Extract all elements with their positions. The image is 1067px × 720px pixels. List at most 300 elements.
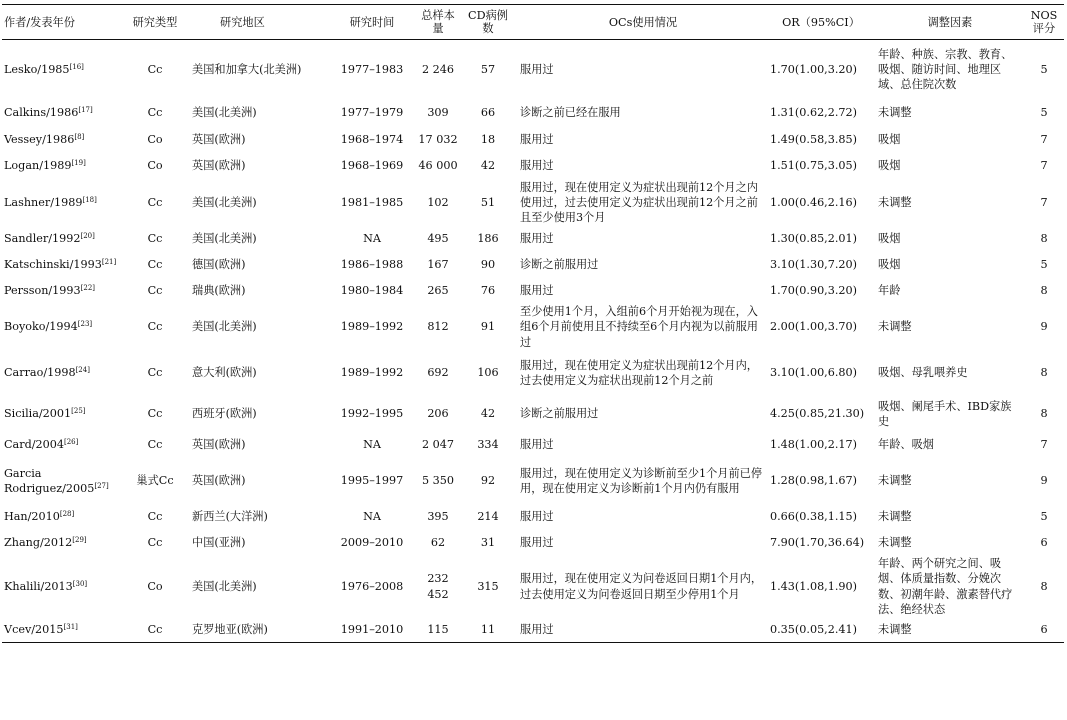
cell-oc-use-text: 诊断之前服用过	[520, 258, 599, 272]
cell-study-type-text: Cc	[147, 320, 163, 334]
cell-region-text: 英国(欧洲)	[192, 438, 246, 452]
cell-cd-cases-text: 66	[480, 106, 496, 120]
cell-author-text: Logan/1989	[4, 159, 72, 173]
cell-nos-score-text: 5	[1040, 258, 1048, 272]
cell-region-text: 瑞典(欧洲)	[192, 284, 246, 298]
cell-nos-score	[1024, 556, 1064, 618]
cell-oc-use-text: 服用过	[520, 159, 554, 173]
cell-cd-cases	[462, 350, 514, 396]
cell-period	[330, 40, 414, 100]
cell-study-type	[120, 556, 190, 618]
cell-nos-score-text: 8	[1040, 232, 1048, 246]
cell-region	[190, 226, 330, 252]
cell-or-ci-text: 4.25(0.85,21.30)	[770, 407, 865, 421]
cell-period-text: 1968–1969	[340, 159, 404, 173]
header-cd-cases: CD病例数	[462, 5, 514, 40]
reference-number: [16]	[69, 63, 84, 72]
reference-number: [26]	[63, 438, 79, 447]
cell-region	[190, 618, 330, 643]
cell-period-text: 1986–1988	[340, 258, 404, 272]
cell-study-type-text: Cc	[147, 366, 163, 380]
table-row	[2, 458, 1064, 504]
cell-study-type-text: Cc	[147, 63, 163, 77]
table-row	[2, 153, 1064, 180]
cell-study-type	[120, 40, 190, 100]
cell-region	[190, 153, 330, 180]
cell-study-type	[120, 432, 190, 458]
cell-period	[330, 278, 414, 304]
cell-cd-cases-text: 106	[477, 366, 499, 380]
cell-cd-cases	[462, 252, 514, 278]
cell-adjustment-text: 吸烟	[878, 132, 901, 146]
header-author: 作者/发表年份	[2, 5, 120, 40]
cell-period	[330, 153, 414, 180]
cell-period-text: 1977–1979	[340, 106, 404, 120]
cell-period	[330, 432, 414, 458]
cell-nos-score	[1024, 100, 1064, 127]
cell-author	[2, 252, 120, 278]
table-header	[2, 5, 1064, 40]
cell-sample-size	[414, 432, 462, 458]
cell-region-text: 美国(北美洲)	[192, 580, 257, 594]
cell-study-type	[120, 618, 190, 643]
cell-period-text: 1976–2008	[340, 580, 404, 594]
cell-sample-size	[414, 278, 462, 304]
cell-or-ci	[768, 556, 874, 618]
cell-nos-score	[1024, 304, 1064, 350]
cell-author	[2, 556, 120, 618]
header-or-ci: OR（95%CI）	[768, 5, 874, 40]
table-row	[2, 432, 1064, 458]
cell-cd-cases	[462, 100, 514, 127]
cell-or-ci-text: 0.35(0.05,2.41)	[770, 623, 858, 637]
cell-period	[330, 396, 414, 432]
cell-region-text: 美国(北美洲)	[192, 232, 257, 246]
cell-or-ci-text: 1.49(0.58,3.85)	[770, 132, 858, 146]
cell-nos-score-text: 7	[1040, 438, 1048, 452]
cell-study-type	[120, 396, 190, 432]
cell-sample-size	[414, 396, 462, 432]
cell-cd-cases	[462, 278, 514, 304]
reference-number: [27]	[94, 481, 109, 490]
cell-cd-cases	[462, 396, 514, 432]
cell-cd-cases-text: 11	[480, 623, 496, 637]
cell-region-text: 新西兰(大洋洲)	[192, 510, 268, 524]
cell-author	[2, 180, 120, 226]
cell-region-text: 德国(欧洲)	[192, 258, 246, 272]
reference-number: [23]	[77, 320, 93, 329]
cell-study-type-text: Cc	[147, 536, 163, 550]
cell-sample-size-text: 2 246	[421, 63, 455, 77]
cell-or-ci	[768, 396, 874, 432]
cell-adjustment	[874, 396, 1024, 432]
cell-study-type	[120, 153, 190, 180]
cell-author	[2, 504, 120, 530]
cell-oc-use-text: 服用过	[520, 536, 554, 550]
cell-sample-size-text: 62	[430, 536, 446, 550]
cell-adjustment	[874, 127, 1024, 153]
cell-cd-cases	[462, 530, 514, 556]
table-row	[2, 530, 1064, 556]
cell-study-type	[120, 530, 190, 556]
reference-number: [8]	[74, 132, 85, 141]
cell-cd-cases	[462, 226, 514, 252]
cell-sample-size	[414, 350, 462, 396]
cell-nos-score	[1024, 530, 1064, 556]
cell-oc-use-text: 至少使用1个月，入组前6个月开始视为现在，入组6个月前使用且不持续至6个月内视为以前服用过	[520, 304, 758, 349]
cell-author-text: Vcev/2015	[4, 623, 64, 637]
cell-region-text: 美国和加拿大(北美洲)	[192, 63, 302, 77]
cell-or-ci-text: 1.31(0.62,2.72)	[770, 106, 858, 120]
cell-region	[190, 504, 330, 530]
cell-nos-score	[1024, 618, 1064, 643]
cell-author-text: Han/2010	[4, 510, 60, 524]
reference-number: [21]	[101, 258, 117, 267]
cell-nos-score-text: 7	[1040, 132, 1048, 146]
cell-cd-cases-text: 31	[480, 536, 496, 550]
cell-oc-use	[514, 504, 768, 530]
cell-region	[190, 127, 330, 153]
cell-period	[330, 458, 414, 504]
cell-adjustment	[874, 180, 1024, 226]
reference-number: [19]	[71, 159, 86, 168]
cell-adjustment-text: 吸烟	[878, 159, 901, 173]
cell-author-text: Zhang/2012	[4, 536, 73, 550]
cell-study-type	[120, 278, 190, 304]
cell-period-text: 1977–1983	[340, 63, 404, 77]
cell-nos-score-text: 7	[1040, 159, 1048, 173]
cell-author	[2, 127, 120, 153]
cell-period-text: 1981–1985	[340, 195, 404, 209]
cell-adjustment-text: 未调整	[878, 536, 912, 550]
table-row	[2, 618, 1064, 643]
cell-nos-score	[1024, 153, 1064, 180]
reference-number: [24]	[75, 366, 90, 375]
cell-oc-use	[514, 252, 768, 278]
cell-period-text: 1995–1997	[340, 474, 404, 488]
cell-oc-use-text: 服用过	[520, 63, 554, 77]
cell-period-text: 1980–1984	[340, 284, 404, 298]
cell-region	[190, 350, 330, 396]
cell-oc-use	[514, 458, 768, 504]
cell-cd-cases-text: 18	[480, 132, 496, 146]
table-row	[2, 396, 1064, 432]
cell-adjustment-text: 未调整	[878, 623, 912, 637]
cell-or-ci	[768, 304, 874, 350]
cell-region	[190, 100, 330, 127]
cell-or-ci	[768, 153, 874, 180]
cell-oc-use	[514, 40, 768, 100]
cell-sample-size-text: 167	[427, 258, 449, 272]
table-row	[2, 252, 1064, 278]
cell-sample-size	[414, 100, 462, 127]
cell-cd-cases-text: 51	[480, 195, 496, 209]
cell-period	[330, 226, 414, 252]
cell-nos-score	[1024, 226, 1064, 252]
cell-oc-use	[514, 530, 768, 556]
cell-oc-use	[514, 153, 768, 180]
cell-region-text: 意大利(欧洲)	[192, 366, 257, 380]
cell-oc-use-text: 服用过，现在使用定义为症状出现前12个月内，过去使用定义为症状出现前12个月之前	[520, 358, 758, 387]
cell-adjustment	[874, 100, 1024, 127]
cell-sample-size-text: 5 350	[421, 474, 455, 488]
reference-number: [20]	[80, 232, 95, 241]
cell-nos-score	[1024, 396, 1064, 432]
cell-adjustment	[874, 40, 1024, 100]
cell-cd-cases-text: 214	[477, 510, 499, 524]
cell-study-type-text: Cc	[147, 510, 163, 524]
cell-region	[190, 252, 330, 278]
cell-author-text: Sicilia/2001	[4, 407, 72, 421]
cell-author-text: Card/2004	[4, 438, 64, 452]
reference-number: [31]	[63, 623, 78, 632]
cell-adjustment	[874, 530, 1024, 556]
cell-cd-cases	[462, 504, 514, 530]
cell-nos-score-text: 8	[1040, 366, 1048, 380]
cell-cd-cases	[462, 304, 514, 350]
cell-period	[330, 127, 414, 153]
cell-sample-size-text: 206	[427, 407, 449, 421]
cell-cd-cases	[462, 153, 514, 180]
cell-author-text: Boyoko/1994	[4, 320, 78, 334]
cell-study-type-text: Cc	[147, 284, 163, 298]
cell-adjustment	[874, 350, 1024, 396]
cell-oc-use	[514, 618, 768, 643]
cell-nos-score-text: 8	[1040, 284, 1048, 298]
cell-sample-size	[414, 618, 462, 643]
table-row	[2, 127, 1064, 153]
cell-oc-use-text: 诊断之前服用过	[520, 407, 599, 421]
cell-oc-use-text: 服用过，现在使用定义为症状出现前12个月之内使用过，过去使用定义为症状出现前12个月之前且至少使用3个月	[520, 180, 758, 225]
cell-period-text: 2009–2010	[340, 536, 404, 550]
cell-oc-use	[514, 556, 768, 618]
cell-author-text: Carrao/1998	[4, 366, 76, 380]
cell-study-type-text: Co	[147, 159, 163, 173]
cell-period-text: NA	[363, 232, 381, 246]
cell-author	[2, 278, 120, 304]
cell-region-text: 中国(亚洲)	[192, 536, 246, 550]
cell-sample-size-text: 17 032	[418, 132, 458, 146]
cell-or-ci	[768, 530, 874, 556]
cell-period-text: 1989–1992	[340, 366, 404, 380]
cell-author	[2, 458, 120, 504]
cell-adjustment-text: 未调整	[878, 320, 912, 334]
cell-study-type-text: Cc	[147, 195, 163, 209]
cell-or-ci	[768, 504, 874, 530]
cell-sample-size-text: 102	[427, 195, 449, 209]
cell-or-ci	[768, 432, 874, 458]
cell-region	[190, 278, 330, 304]
cell-oc-use	[514, 350, 768, 396]
cell-or-ci-text: 1.70(1.00,3.20)	[770, 63, 858, 77]
cell-nos-score-text: 6	[1040, 623, 1048, 637]
table-body	[2, 40, 1064, 643]
cell-study-type-text: Co	[147, 132, 163, 146]
cell-author	[2, 100, 120, 127]
cell-cd-cases-text: 90	[480, 258, 496, 272]
cell-adjustment-text: 年龄、两个研究之间、吸烟、体质量指数、分娩次数、初潮年龄、激素替代疗法、绝经状态	[878, 556, 1013, 617]
cell-author	[2, 40, 120, 100]
cell-or-ci-text: 1.28(0.98,1.67)	[770, 474, 858, 488]
table-row	[2, 556, 1064, 618]
table-row	[2, 40, 1064, 100]
cell-region	[190, 180, 330, 226]
cell-region	[190, 396, 330, 432]
cell-author-text: Lesko/1985	[4, 63, 70, 77]
cell-sample-size-text: 232 452	[427, 572, 449, 601]
cell-or-ci	[768, 40, 874, 100]
cell-sample-size	[414, 127, 462, 153]
cell-period	[330, 100, 414, 127]
cell-or-ci-text: 3.10(1.00,6.80)	[770, 366, 858, 380]
cell-sample-size	[414, 504, 462, 530]
cell-sample-size-text: 46 000	[418, 159, 458, 173]
cell-oc-use-text: 服用过，现在使用定义为诊断前至少1个月前已停用，现在使用定义为诊断前1个月内仍有服用	[520, 466, 763, 495]
cell-sample-size	[414, 40, 462, 100]
cell-adjustment	[874, 458, 1024, 504]
cell-adjustment-text: 吸烟、阑尾手术、IBD家族史	[878, 399, 1012, 428]
cell-period-text: 1968–1974	[340, 132, 404, 146]
cell-sample-size-text: 2 047	[421, 438, 455, 452]
cell-or-ci	[768, 278, 874, 304]
cell-sample-size-text: 812	[427, 320, 449, 334]
table-row	[2, 278, 1064, 304]
cell-author	[2, 304, 120, 350]
cell-period	[330, 530, 414, 556]
cell-study-type-text: Co	[147, 580, 163, 594]
cell-cd-cases	[462, 618, 514, 643]
cell-nos-score-text: 7	[1040, 195, 1048, 209]
cell-adjustment-text: 未调整	[878, 195, 912, 209]
cell-oc-use	[514, 432, 768, 458]
cell-oc-use-text: 服用过	[520, 232, 554, 246]
cell-study-type	[120, 100, 190, 127]
cell-cd-cases-text: 42	[480, 159, 496, 173]
cell-region-text: 英国(欧洲)	[192, 159, 246, 173]
cell-cd-cases-text: 334	[477, 438, 499, 452]
cell-adjustment-text: 吸烟	[878, 232, 901, 246]
table-row	[2, 226, 1064, 252]
reference-number: [22]	[80, 284, 96, 293]
cell-sample-size	[414, 226, 462, 252]
cell-sample-size	[414, 252, 462, 278]
cell-cd-cases-text: 186	[477, 232, 499, 246]
cell-oc-use	[514, 127, 768, 153]
cell-study-type-text: Cc	[147, 407, 163, 421]
cell-adjustment	[874, 504, 1024, 530]
cell-or-ci	[768, 252, 874, 278]
cell-period-text: NA	[363, 438, 381, 452]
cell-study-type	[120, 226, 190, 252]
table-row	[2, 350, 1064, 396]
cell-region	[190, 556, 330, 618]
cell-study-type-text: Cc	[147, 106, 163, 120]
cell-author-text: Khalili/2013	[4, 580, 73, 594]
cell-or-ci-text: 2.00(1.00,3.70)	[770, 320, 858, 334]
cell-cd-cases-text: 42	[480, 407, 496, 421]
cell-study-type	[120, 350, 190, 396]
cell-adjustment-text: 未调整	[878, 106, 912, 120]
cell-sample-size-text: 395	[427, 510, 449, 524]
cell-study-type-text: Cc	[147, 258, 163, 272]
cell-study-type	[120, 504, 190, 530]
cell-adjustment	[874, 226, 1024, 252]
cell-nos-score-text: 9	[1040, 474, 1048, 488]
cell-sample-size-text: 115	[427, 623, 449, 637]
cell-or-ci	[768, 127, 874, 153]
cell-nos-score-text: 5	[1040, 510, 1048, 524]
cell-author-text: Persson/1993	[4, 284, 81, 298]
cell-cd-cases-text: 315	[477, 580, 499, 594]
cell-cd-cases	[462, 40, 514, 100]
cell-author-text: Garcia Rodriguez/2005	[4, 466, 95, 495]
table-row	[2, 304, 1064, 350]
cell-cd-cases	[462, 556, 514, 618]
cell-cd-cases	[462, 127, 514, 153]
cell-or-ci-text: 1.70(0.90,3.20)	[770, 284, 858, 298]
cell-cd-cases	[462, 432, 514, 458]
cell-oc-use	[514, 304, 768, 350]
cell-study-type-text: Cc	[147, 438, 163, 452]
header-adjustment: 调整因素	[874, 5, 1024, 40]
reference-number: [18]	[82, 195, 97, 204]
cell-oc-use-text: 服用过	[520, 132, 554, 146]
cell-nos-score-text: 8	[1040, 407, 1048, 421]
cell-author	[2, 618, 120, 643]
cell-region-text: 西班牙(欧洲)	[192, 407, 257, 421]
cell-adjustment	[874, 432, 1024, 458]
cell-adjustment	[874, 153, 1024, 180]
cell-study-type-text: Cc	[147, 232, 163, 246]
cell-author-text: Katschinski/1993	[4, 258, 102, 272]
cell-period-text: 1992–1995	[340, 407, 404, 421]
cell-nos-score-text: 9	[1040, 320, 1048, 334]
cell-sample-size-text: 692	[427, 366, 449, 380]
cell-region	[190, 530, 330, 556]
reference-number: [17]	[78, 106, 93, 115]
cell-study-type	[120, 458, 190, 504]
cell-period	[330, 556, 414, 618]
cell-cd-cases-text: 91	[480, 320, 496, 334]
cell-region-text: 美国(北美洲)	[192, 320, 257, 334]
cell-adjustment-text: 年龄	[878, 284, 901, 298]
cell-oc-use	[514, 226, 768, 252]
cell-nos-score	[1024, 180, 1064, 226]
cell-region	[190, 432, 330, 458]
cell-oc-use-text: 服用过	[520, 510, 554, 524]
cell-region-text: 英国(欧洲)	[192, 474, 246, 488]
cell-study-type-text: 巢式Cc	[136, 474, 174, 488]
cell-oc-use	[514, 396, 768, 432]
cell-adjustment-text: 吸烟、母乳喂养史	[878, 366, 968, 380]
header-region: 研究地区	[190, 5, 330, 40]
cell-oc-use-text: 服用过，现在使用定义为问卷返回日期1个月内，过去使用定义为问卷返回日期至少停用1个月	[520, 572, 763, 601]
cell-adjustment	[874, 304, 1024, 350]
cell-adjustment-text: 年龄、吸烟	[878, 438, 934, 452]
cell-or-ci	[768, 618, 874, 643]
cell-sample-size	[414, 180, 462, 226]
cell-adjustment-text: 吸烟	[878, 258, 901, 272]
reference-number: [29]	[72, 536, 87, 545]
cell-study-type	[120, 304, 190, 350]
cell-cd-cases-text: 57	[480, 63, 496, 77]
cell-period	[330, 252, 414, 278]
cell-period-text: 1989–1992	[340, 320, 404, 334]
cell-or-ci	[768, 100, 874, 127]
cell-or-ci	[768, 180, 874, 226]
cell-author	[2, 350, 120, 396]
cell-nos-score-text: 5	[1040, 63, 1048, 77]
